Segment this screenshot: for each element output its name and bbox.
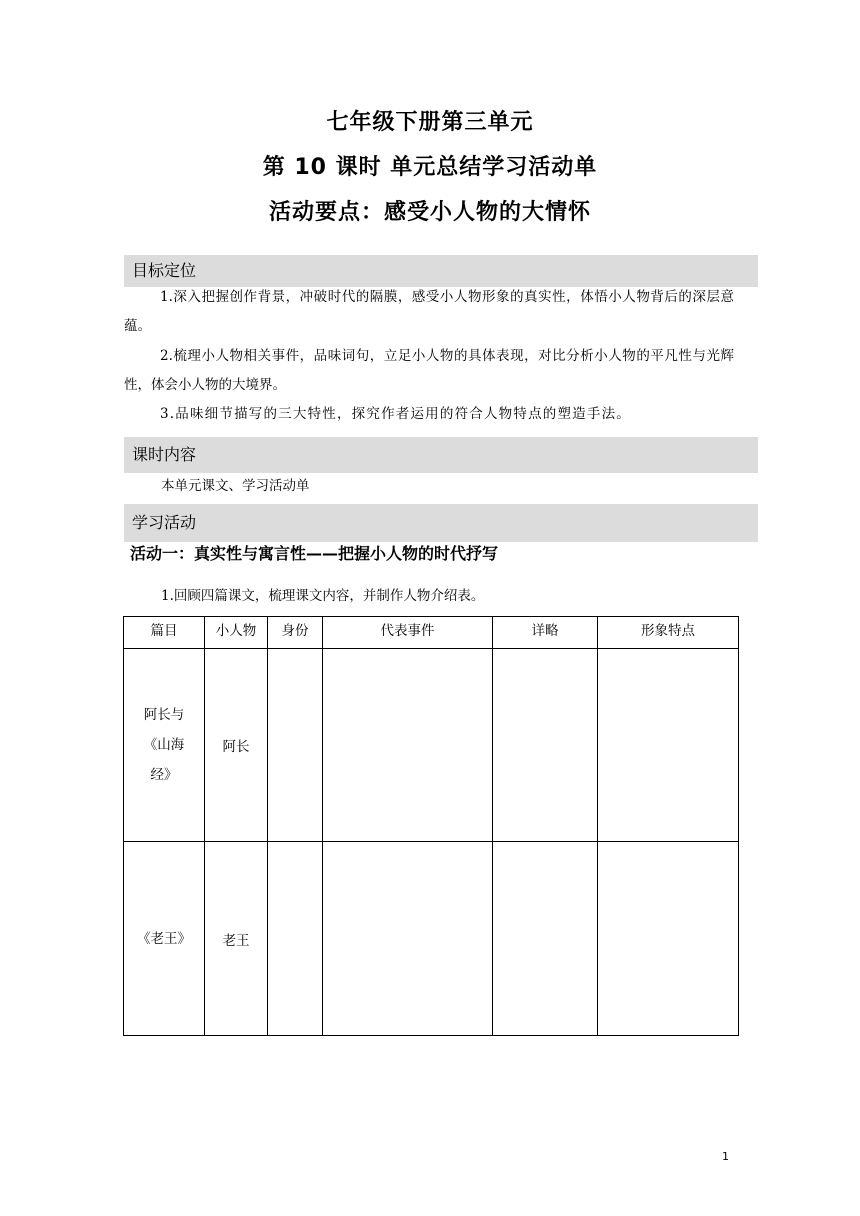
lesson-cell [124, 842, 205, 1036]
detail-level-cell[interactable] [493, 842, 598, 1036]
lesson-line: 《老王》 [137, 930, 191, 947]
activity-1-title: 活动一：真实性与寓言性——把握小人物的时代抒写 [130, 544, 499, 563]
page-number: 1 [722, 1150, 729, 1163]
header-detail-level: 详略 [493, 617, 598, 649]
table-header-row [124, 617, 739, 649]
traits-cell[interactable] [598, 842, 739, 1036]
events-cell[interactable] [323, 649, 493, 842]
events-cell[interactable] [323, 842, 493, 1036]
goal-item-2: 2.梳理小人物相关事件，品味词句，立足小人物的具体表现，对比分析小人物的平凡性与光辉性，体会小人物的大境界。 [124, 348, 734, 393]
activities-heading: 学习活动 [124, 504, 758, 542]
goals-heading: 目标定位 [124, 255, 758, 287]
lesson-line: 经》 [150, 767, 178, 783]
goal-item-1: 1.深入把握创作背景，冲破时代的隔膜，感受小人物形象的真实性，体悟小人物背后的深层意蕴。 [124, 289, 734, 334]
lesson-cell [124, 649, 205, 842]
character-table [123, 616, 739, 1036]
lesson-line: 《山海 [143, 737, 185, 753]
lesson-line: 阿长与 [143, 707, 185, 723]
task-1-instruction: 1.回顾四篇课文，梳理课文内容，并制作人物介绍表。 [161, 588, 485, 604]
lesson-title: 第 10 课时 单元总结学习活动单 [262, 155, 598, 180]
character-cell: 阿长 [205, 649, 268, 842]
identity-cell[interactable] [268, 649, 323, 842]
table-row [124, 649, 739, 842]
content-heading: 课时内容 [124, 437, 758, 473]
unit-title: 七年级下册第三单元 [326, 110, 534, 135]
table-row [124, 842, 739, 1036]
document-titles [0, 100, 860, 235]
activity-focus-title: 活动要点：感受小人物的大情怀 [268, 200, 591, 225]
header-character: 小人物 [205, 617, 268, 649]
header-identity: 身份 [268, 617, 323, 649]
header-events: 代表事件 [323, 617, 493, 649]
character-cell: 老王 [205, 842, 268, 1036]
identity-cell[interactable] [268, 842, 323, 1036]
header-traits: 形象特点 [598, 617, 739, 649]
traits-cell[interactable] [598, 649, 739, 842]
header-lesson: 篇目 [124, 617, 205, 649]
goal-item-3: 3.品味细节描写的三大特性，探究作者运用的符合人物特点的塑造手法。 [160, 406, 631, 422]
detail-level-cell[interactable] [493, 649, 598, 842]
content-text: 本单元课文、学习活动单 [161, 478, 310, 494]
